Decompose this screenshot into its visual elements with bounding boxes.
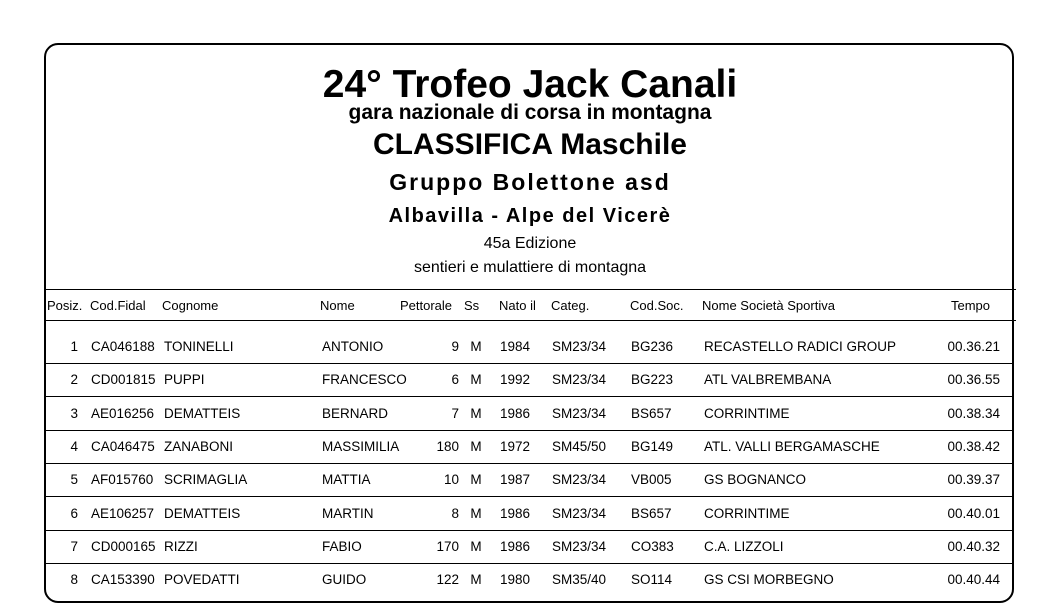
cell-tempo: 00.38.34 — [947, 405, 1000, 421]
cell-societa: GS CSI MORBEGNO — [704, 572, 834, 588]
col-header-codfidal: Cod.Fidal — [90, 298, 146, 313]
cell-tempo: 00.40.44 — [947, 572, 1000, 588]
cell-codfidal: AE106257 — [91, 505, 155, 521]
cell-categ: SM23/34 — [552, 339, 607, 354]
cell-nato: 1980 — [500, 572, 531, 588]
cell-pettorale: 7 — [451, 405, 459, 421]
cell-cognome: DEMATTEIS — [164, 505, 241, 521]
cell-codsoc: BG236 — [631, 339, 674, 354]
ranking-heading: CLASSIFICA Maschile — [373, 128, 687, 161]
cell-codsoc: CO383 — [631, 538, 674, 554]
cell-tempo: 00.40.01 — [947, 505, 1000, 521]
col-header-tempo: Tempo — [951, 298, 991, 313]
row-separator — [46, 530, 1014, 531]
cell-codfidal: CD001815 — [91, 372, 156, 388]
cell-societa: C.A. LIZZOLI — [704, 538, 784, 554]
cell-codsoc: BS657 — [631, 505, 672, 521]
cell-tempo: 00.39.37 — [947, 472, 1000, 488]
cell-codfidal: CA046475 — [91, 438, 155, 454]
cell-ss: M — [470, 405, 482, 421]
cell-societa: CORRINTIME — [704, 405, 790, 421]
header-bottom-rule — [44, 320, 1016, 321]
cell-codsoc: BS657 — [631, 405, 672, 421]
edition-label: 45a Edizione — [483, 235, 577, 252]
cell-cognome: SCRIMAGLIA — [164, 472, 248, 488]
row-separator — [46, 363, 1014, 364]
cell-codfidal: CA046188 — [91, 339, 155, 354]
col-header-nome: Nome — [320, 298, 355, 313]
row-separator — [46, 563, 1014, 564]
cell-categ: SM35/40 — [552, 572, 607, 588]
row-separator — [46, 463, 1014, 464]
col-header-pettorale: Pettorale — [400, 298, 453, 313]
row-separator — [46, 396, 1014, 397]
col-header-ss: Ss — [464, 298, 480, 313]
row-separator — [46, 430, 1014, 431]
cell-pettorale: 10 — [443, 472, 459, 488]
cell-tempo: 00.36.21 — [947, 339, 1000, 354]
cell-pettorale: 170 — [436, 538, 459, 554]
terrain-description: sentieri e mulattiere di montagna — [413, 259, 647, 276]
organizer-name: Gruppo Bolettone asd — [389, 169, 671, 195]
cell-pos: 6 — [70, 505, 78, 521]
cell-pettorale: 122 — [436, 572, 459, 588]
cell-cognome: DEMATTEIS — [164, 405, 241, 421]
cell-pos: 4 — [70, 438, 78, 454]
cell-nato: 1992 — [500, 372, 531, 388]
col-header-nato: Nato il — [499, 298, 536, 313]
cell-nato: 1987 — [500, 472, 531, 488]
cell-nome: MATTIA — [322, 472, 371, 488]
cell-ss: M — [470, 438, 482, 454]
cell-nome: MARTIN — [322, 505, 374, 521]
cell-pettorale: 180 — [436, 438, 459, 454]
cell-categ: SM23/34 — [552, 372, 607, 388]
cell-ss: M — [470, 339, 482, 354]
race-title: 24° Trofeo Jack Canali — [322, 63, 738, 106]
cell-categ: SM45/50 — [552, 438, 607, 454]
cell-pos: 7 — [70, 538, 78, 554]
cell-nome: MASSIMILIA — [322, 438, 400, 454]
cell-nome: BERNARD — [322, 405, 389, 421]
cell-pos: 3 — [70, 405, 78, 421]
cell-ss: M — [470, 372, 482, 388]
cell-pos: 2 — [70, 372, 78, 388]
col-header-cognome: Cognome — [162, 298, 219, 313]
cell-tempo: 00.40.32 — [947, 538, 1000, 554]
cell-codsoc: SO114 — [631, 572, 673, 588]
row-separator — [46, 496, 1014, 497]
cell-cognome: PUPPI — [164, 372, 205, 388]
cell-ss: M — [470, 472, 482, 488]
cell-nato: 1986 — [500, 405, 531, 421]
cell-nome: FRANCESCO — [322, 372, 407, 388]
col-header-societa: Nome Società Sportiva — [702, 298, 835, 313]
cell-tempo: 00.38.42 — [947, 438, 1000, 454]
race-route: Albavilla - Alpe del Vicerè — [388, 205, 672, 227]
cell-categ: SM23/34 — [552, 405, 607, 421]
header-top-rule — [44, 289, 1016, 290]
cell-nato: 1984 — [500, 339, 531, 354]
cell-cognome: ZANABONI — [164, 438, 234, 454]
cell-codfidal: CA153390 — [91, 572, 155, 588]
cell-ss: M — [470, 538, 482, 554]
cell-nato: 1972 — [500, 438, 531, 454]
cell-cognome: TONINELLI — [164, 339, 234, 354]
cell-pos: 5 — [70, 472, 78, 488]
cell-categ: SM23/34 — [552, 538, 607, 554]
cell-societa: CORRINTIME — [704, 505, 790, 521]
cell-pettorale: 6 — [451, 372, 459, 388]
col-header-codsoc: Cod.Soc. — [630, 298, 684, 313]
cell-ss: M — [470, 505, 482, 521]
cell-nato: 1986 — [500, 505, 531, 521]
cell-ss: M — [470, 572, 482, 588]
cell-nome: FABIO — [322, 538, 362, 554]
cell-cognome: RIZZI — [164, 538, 198, 554]
cell-societa: RECASTELLO RADICI GROUP — [704, 339, 897, 354]
cell-nome: GUIDO — [322, 572, 367, 588]
cell-codsoc: VB005 — [631, 472, 672, 488]
cell-societa: GS BOGNANCO — [704, 472, 807, 488]
cell-pettorale: 9 — [451, 339, 459, 354]
cell-codsoc: BG149 — [631, 438, 674, 454]
cell-pos: 1 — [70, 339, 78, 354]
cell-codfidal: AF015760 — [91, 472, 154, 488]
cell-nato: 1986 — [500, 538, 531, 554]
col-header-categ: Categ. — [551, 298, 590, 313]
cell-pos: 8 — [70, 572, 78, 588]
cell-codfidal: AE016256 — [91, 405, 155, 421]
cell-nome: ANTONIO — [322, 339, 384, 354]
cell-categ: SM23/34 — [552, 472, 607, 488]
cell-codfidal: CD000165 — [91, 538, 156, 554]
cell-societa: ATL. VALLI BERGAMASCHE — [704, 438, 880, 454]
race-subtitle: gara nazionale di corsa in montagna — [348, 101, 712, 124]
cell-codsoc: BG223 — [631, 372, 674, 388]
col-header-pos: Posiz. — [47, 298, 83, 313]
cell-pettorale: 8 — [451, 505, 459, 521]
cell-societa: ATL VALBREMBANA — [704, 372, 832, 388]
cell-tempo: 00.36.55 — [947, 372, 1000, 388]
cell-categ: SM23/34 — [552, 505, 607, 521]
cell-cognome: POVEDATTI — [164, 572, 240, 588]
